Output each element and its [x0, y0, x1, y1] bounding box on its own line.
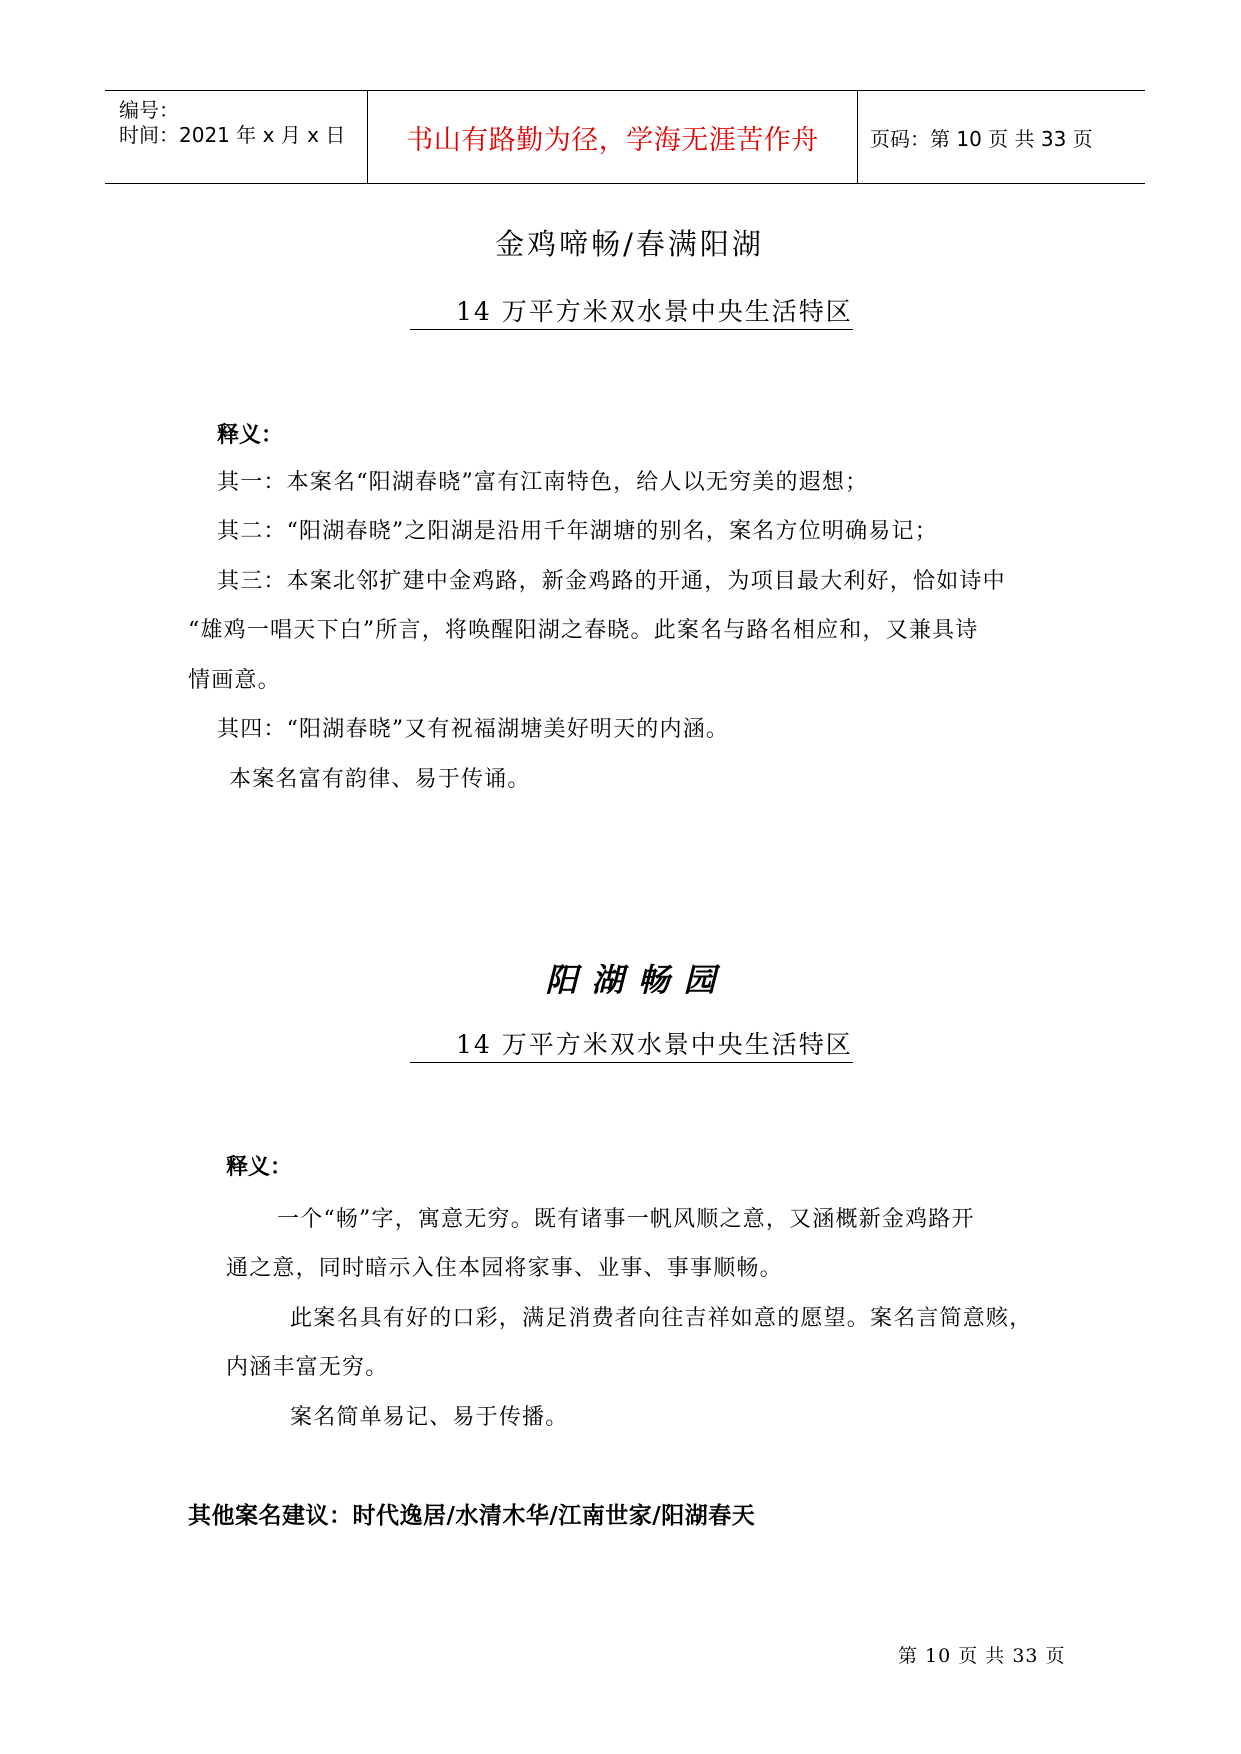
section2-heading: 释义：: [226, 1155, 293, 1180]
header-info-cell: [105, 91, 368, 183]
page-footer: 第 10 页 共 33 页: [898, 1645, 1066, 1667]
header-time-label: 时间：2021 年 x 月 x 日: [119, 123, 346, 147]
section1-line: 其四：“阳湖春晓”又有祝福湖塘美好明天的内涵。: [217, 717, 730, 742]
header-motto-cell: [368, 91, 858, 183]
section1-line: 其三：本案北邻扩建中金鸡路，新金鸡路的开通，为项目最大利好，恰如诗中: [217, 569, 1006, 594]
section2-line: 一个“畅”字，寓意无穷。既有诸事一帆风顺之意，又涵概新金鸡路开: [277, 1207, 975, 1232]
section2-line: 通之意，同时暗示入住本园将家事、业事、事事顺畅。: [226, 1256, 783, 1281]
section1-line: 其二：“阳湖春晓”之阳湖是沿用千年湖塘的别名，案名方位明确易记；: [217, 519, 938, 544]
section1-line: 本案名富有韵律、易于传诵。: [229, 767, 531, 792]
section1-line: 其一：本案名“阳湖春晓”富有江南特色，给人以无穷美的遐想；: [217, 470, 869, 495]
section1-title: 金鸡啼畅/春满阳湖: [495, 227, 764, 261]
section1-line: “雄鸡一唱天下白”所言，将唤醒阳湖之春晓。此案名与路名相应和，又兼具诗: [188, 618, 979, 643]
header-page-label: 页码：第 10 页 共 33 页: [870, 126, 1093, 151]
header-code-label: 编号：: [119, 98, 179, 122]
section2-line: 此案名具有好的口彩，满足消费者向往吉祥如意的愿望。案名言简意赅，: [290, 1306, 1033, 1331]
section1-line: 情画意。: [188, 668, 281, 693]
header-motto: 书山有路勤为径，学海无涯苦作舟: [406, 124, 819, 156]
section1-subtitle: 14 万平方米双水景中央生活特区: [410, 292, 853, 330]
header-page-cell: [858, 91, 1145, 183]
section2-title: 阳湖畅园: [545, 961, 730, 999]
section1-heading: 释义：: [217, 423, 284, 448]
section2-subtitle: 14 万平方米双水景中央生活特区: [410, 1025, 853, 1063]
document-header: [105, 90, 1145, 184]
section2-line: 案名简单易记、易于传播。: [290, 1405, 569, 1430]
section2-line: 内涵丰富无穷。: [226, 1355, 389, 1380]
other-suggestions: 其他案名建议：时代逸居/水清木华/江南世家/阳湖春天: [188, 1503, 756, 1529]
